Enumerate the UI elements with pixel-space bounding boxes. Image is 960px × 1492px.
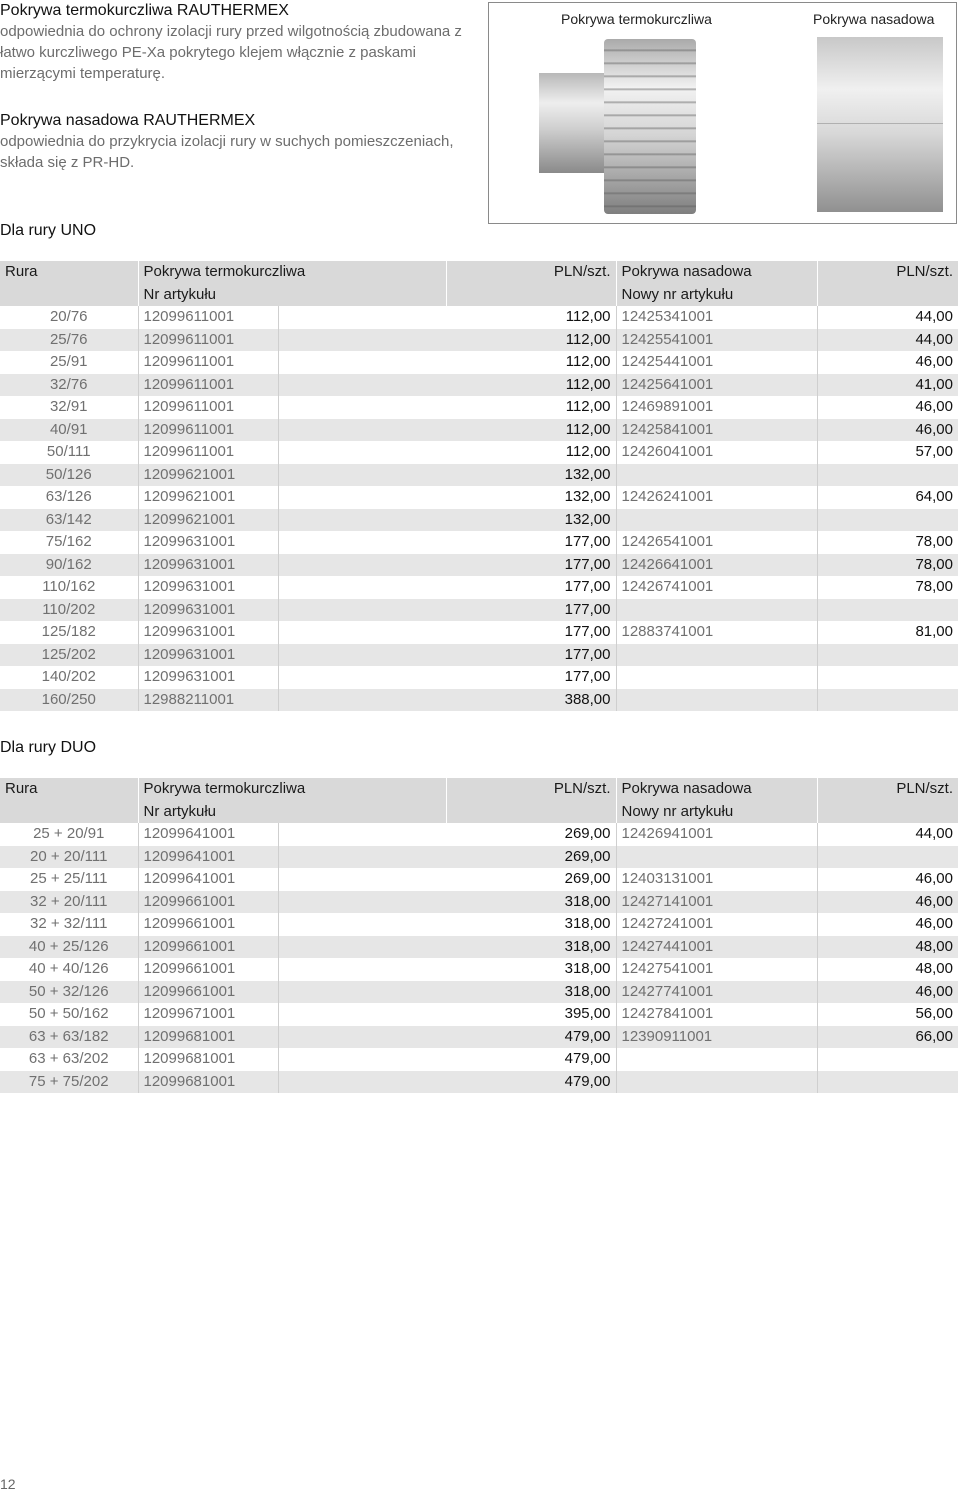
- shrink-article-cell: 12099621001: [138, 464, 278, 487]
- pipe-size-cell: 50/126: [0, 464, 138, 487]
- cap-description: odpowiednia do przykrycia izolacji rury w suchych pomieszczeniach, składa się z PR-HD.: [0, 133, 454, 171]
- header-cap: Pokrywa nasadowa: [616, 261, 817, 284]
- table-row: [0, 374, 958, 397]
- pipe-size-cell: 75 + 75/202: [0, 1071, 138, 1094]
- cap-price-cell: [817, 689, 958, 712]
- cap-article-cell: 12390911001: [616, 1026, 817, 1049]
- shrink-price-cell: 112,00: [278, 306, 616, 329]
- cap-price-cell: 78,00: [817, 531, 958, 554]
- cap-article-cell: 12427141001: [616, 891, 817, 914]
- header-cap: Pokrywa nasadowa: [616, 778, 817, 801]
- shrink-price-cell: 112,00: [278, 419, 616, 442]
- shrink-article-cell: 12099631001: [138, 644, 278, 667]
- uno-section-title: Dla rury UNO: [0, 222, 97, 239]
- table-row: [0, 419, 958, 442]
- page-number: 12: [0, 1476, 16, 1492]
- table-row: [0, 1071, 958, 1094]
- pipe-size-cell: 75/162: [0, 531, 138, 554]
- shrink-price-cell: 112,00: [278, 396, 616, 419]
- pipe-size-cell: 63/126: [0, 486, 138, 509]
- cap-article-cell: [616, 644, 817, 667]
- cap-article-cell: 12427741001: [616, 981, 817, 1004]
- cap-article-cell: 12469891001: [616, 396, 817, 419]
- pipe-size-cell: 25 + 20/91: [0, 823, 138, 846]
- cap-article-cell: [616, 599, 817, 622]
- cap-price-cell: 46,00: [817, 396, 958, 419]
- shrink-article-cell: 12099611001: [138, 441, 278, 464]
- subheader-empty: [817, 284, 958, 307]
- cap-price-cell: 66,00: [817, 1026, 958, 1049]
- shrink-price-cell: 479,00: [278, 1048, 616, 1071]
- cap-article-cell: 12425541001: [616, 329, 817, 352]
- cap-price-cell: [817, 846, 958, 869]
- cap-price-cell: [817, 464, 958, 487]
- cap-price-cell: [817, 666, 958, 689]
- table-row: [0, 554, 958, 577]
- pipe-size-cell: 125/182: [0, 621, 138, 644]
- table-row: [0, 599, 958, 622]
- pipe-size-cell: 20 + 20/111: [0, 846, 138, 869]
- pipe-size-cell: 25 + 25/111: [0, 868, 138, 891]
- cap-price-cell: 46,00: [817, 868, 958, 891]
- pipe-size-cell: 50 + 50/162: [0, 1003, 138, 1026]
- pipe-size-cell: 40/91: [0, 419, 138, 442]
- shrink-article-cell: 12099641001: [138, 846, 278, 869]
- cap-article-cell: 12425341001: [616, 306, 817, 329]
- cap-price-cell: 46,00: [817, 913, 958, 936]
- table-row: [0, 531, 958, 554]
- cap-article-cell: 12425441001: [616, 351, 817, 374]
- cap-price-cell: 46,00: [817, 891, 958, 914]
- cap-article-cell: [616, 689, 817, 712]
- shrink-price-cell: 177,00: [278, 554, 616, 577]
- subheader-empty: [0, 284, 138, 307]
- shrink-price-cell: 318,00: [278, 981, 616, 1004]
- pipe-size-cell: 160/250: [0, 689, 138, 712]
- shrink-price-cell: 479,00: [278, 1026, 616, 1049]
- pipe-size-cell: 32 + 20/111: [0, 891, 138, 914]
- cap-article-cell: 12427441001: [616, 936, 817, 959]
- pipe-size-cell: 110/162: [0, 576, 138, 599]
- shrink-price-cell: 112,00: [278, 329, 616, 352]
- pipe-size-cell: 40 + 40/126: [0, 958, 138, 981]
- subheader-empty: [446, 801, 616, 824]
- shrink-article-cell: 12099631001: [138, 599, 278, 622]
- table-row: [0, 666, 958, 689]
- table-row: [0, 689, 958, 712]
- shrink-price-cell: 177,00: [278, 644, 616, 667]
- cap-article-cell: 12403131001: [616, 868, 817, 891]
- header-price: PLN/szt.: [446, 778, 616, 801]
- heat-shrink-ribbed-image: [604, 39, 696, 214]
- shrink-article-cell: 12099611001: [138, 374, 278, 397]
- cap-price-cell: 46,00: [817, 351, 958, 374]
- shrink-price-cell: 177,00: [278, 621, 616, 644]
- shrink-article-cell: 12099681001: [138, 1071, 278, 1094]
- header-heat-shrink: Pokrywa termokurczliwa: [138, 778, 446, 801]
- pipe-size-cell: 32/91: [0, 396, 138, 419]
- cap-price-cell: 78,00: [817, 554, 958, 577]
- shrink-price-cell: 395,00: [278, 1003, 616, 1026]
- cap-article-cell: 12426741001: [616, 576, 817, 599]
- shrink-article-cell: 12099661001: [138, 913, 278, 936]
- pipe-size-cell: 63 + 63/182: [0, 1026, 138, 1049]
- duo-section-title: Dla rury DUO: [0, 739, 97, 756]
- cap-price-cell: [817, 644, 958, 667]
- uno-table-body: [0, 306, 958, 711]
- cap-price-cell: 57,00: [817, 441, 958, 464]
- pipe-size-cell: 50/111: [0, 441, 138, 464]
- pipe-size-cell: 20/76: [0, 306, 138, 329]
- table-row: [0, 823, 958, 846]
- table-row: [0, 868, 958, 891]
- shrink-article-cell: 12099681001: [138, 1048, 278, 1071]
- shrink-price-cell: 177,00: [278, 666, 616, 689]
- subheader-article-no: Nr artykułu: [138, 801, 446, 824]
- pipe-size-cell: 25/91: [0, 351, 138, 374]
- table-row: [0, 396, 958, 419]
- pipe-size-cell: 140/202: [0, 666, 138, 689]
- cap-article-cell: 12427541001: [616, 958, 817, 981]
- cap-price-cell: 41,00: [817, 374, 958, 397]
- table-row: [0, 306, 958, 329]
- table-subheader-row: [0, 284, 958, 307]
- table-row: [0, 576, 958, 599]
- cap-price-cell: 78,00: [817, 576, 958, 599]
- shrink-article-cell: 12099631001: [138, 621, 278, 644]
- cap-price-cell: [817, 509, 958, 532]
- cap-price-cell: 48,00: [817, 958, 958, 981]
- cap-price-cell: 81,00: [817, 621, 958, 644]
- shrink-article-cell: 12099631001: [138, 666, 278, 689]
- shrink-article-cell: 12099641001: [138, 823, 278, 846]
- figure-label-heat-shrink: Pokrywa termokurczliwa: [561, 11, 712, 27]
- shrink-article-cell: 12099611001: [138, 419, 278, 442]
- table-subheader-row: [0, 801, 958, 824]
- product-illustration: [488, 2, 957, 224]
- shrink-price-cell: 479,00: [278, 1071, 616, 1094]
- cap-seam-line: [817, 123, 943, 124]
- uno-price-table: [0, 261, 958, 711]
- cap-price-cell: [817, 1071, 958, 1094]
- cap-article-cell: [616, 1071, 817, 1094]
- table-row: [0, 464, 958, 487]
- table-header-row: [0, 261, 958, 284]
- subheader-empty: [817, 801, 958, 824]
- table-row: [0, 509, 958, 532]
- shrink-price-cell: 318,00: [278, 936, 616, 959]
- cap-article-cell: 12426041001: [616, 441, 817, 464]
- shrink-article-cell: 12099661001: [138, 891, 278, 914]
- header-heat-shrink: Pokrywa termokurczliwa: [138, 261, 446, 284]
- cap-article-cell: [616, 846, 817, 869]
- shrink-price-cell: 269,00: [278, 868, 616, 891]
- shrink-price-cell: 269,00: [278, 846, 616, 869]
- header-price: PLN/szt.: [817, 778, 958, 801]
- shrink-article-cell: 12099611001: [138, 396, 278, 419]
- cap-article-cell: 12425641001: [616, 374, 817, 397]
- heat-shrink-title: Pokrywa termokurczliwa RAUTHERMEX: [0, 2, 289, 19]
- intro-cap: [0, 110, 470, 173]
- heat-shrink-description: odpowiednia do ochrony izolacji rury przed wilgotnością zbudowana z łatwo kurczliwego PE-Xa pokrytego klejem włącznie z paskami mierzącymi temperaturę.: [0, 23, 462, 82]
- pipe-size-cell: 110/202: [0, 599, 138, 622]
- cap-price-cell: [817, 599, 958, 622]
- shrink-article-cell: 12099631001: [138, 554, 278, 577]
- cap-price-cell: 44,00: [817, 306, 958, 329]
- table-row: [0, 621, 958, 644]
- shrink-price-cell: 269,00: [278, 823, 616, 846]
- pipe-size-cell: 32/76: [0, 374, 138, 397]
- cap-article-cell: [616, 464, 817, 487]
- shrink-article-cell: 12099621001: [138, 486, 278, 509]
- cap-price-cell: 46,00: [817, 419, 958, 442]
- shrink-price-cell: 177,00: [278, 576, 616, 599]
- shrink-price-cell: 132,00: [278, 509, 616, 532]
- shrink-price-cell: 318,00: [278, 891, 616, 914]
- cap-price-cell: 56,00: [817, 1003, 958, 1026]
- cap-article-cell: [616, 509, 817, 532]
- cap-article-cell: 12426641001: [616, 554, 817, 577]
- table-row: [0, 644, 958, 667]
- table-row: [0, 958, 958, 981]
- intro-heat-shrink: [0, 0, 470, 84]
- pipe-size-cell: 32 + 32/111: [0, 913, 138, 936]
- shrink-price-cell: 318,00: [278, 913, 616, 936]
- shrink-article-cell: 12099661001: [138, 958, 278, 981]
- cap-article-cell: 12426241001: [616, 486, 817, 509]
- shrink-price-cell: 132,00: [278, 464, 616, 487]
- shrink-price-cell: 112,00: [278, 351, 616, 374]
- cap-article-cell: 12883741001: [616, 621, 817, 644]
- table-row: [0, 1003, 958, 1026]
- table-row: [0, 846, 958, 869]
- shrink-price-cell: 132,00: [278, 486, 616, 509]
- shrink-article-cell: 12099661001: [138, 981, 278, 1004]
- cap-article-cell: 12427841001: [616, 1003, 817, 1026]
- duo-price-table: [0, 778, 958, 1093]
- shrink-price-cell: 112,00: [278, 441, 616, 464]
- shrink-price-cell: 177,00: [278, 531, 616, 554]
- duo-table-body: [0, 823, 958, 1093]
- shrink-article-cell: 12099641001: [138, 868, 278, 891]
- table-row: [0, 936, 958, 959]
- table-row: [0, 441, 958, 464]
- cap-article-cell: 12425841001: [616, 419, 817, 442]
- shrink-article-cell: 12099671001: [138, 1003, 278, 1026]
- cap-article-cell: [616, 666, 817, 689]
- cap-price-cell: [817, 1048, 958, 1071]
- subheader-article-no: Nr artykułu: [138, 284, 446, 307]
- subheader-empty: [0, 801, 138, 824]
- header-pipe: Rura: [0, 261, 138, 284]
- shrink-article-cell: 12099631001: [138, 531, 278, 554]
- pipe-size-cell: 125/202: [0, 644, 138, 667]
- pipe-size-cell: 63/142: [0, 509, 138, 532]
- table-row: [0, 1048, 958, 1071]
- cap-article-cell: 12427241001: [616, 913, 817, 936]
- cap-article-cell: 12426541001: [616, 531, 817, 554]
- table-row: [0, 329, 958, 352]
- pipe-size-cell: 50 + 32/126: [0, 981, 138, 1004]
- cap-title: Pokrywa nasadowa RAUTHERMEX: [0, 112, 256, 129]
- shrink-article-cell: 12099611001: [138, 351, 278, 374]
- cap-article-cell: 12426941001: [616, 823, 817, 846]
- table-row: [0, 891, 958, 914]
- shrink-price-cell: 177,00: [278, 599, 616, 622]
- shrink-article-cell: 12988211001: [138, 689, 278, 712]
- pipe-size-cell: 40 + 25/126: [0, 936, 138, 959]
- table-row: [0, 351, 958, 374]
- shrink-article-cell: 12099621001: [138, 509, 278, 532]
- header-price: PLN/szt.: [446, 261, 616, 284]
- subheader-new-article-no: Nowy nr artykułu: [616, 801, 817, 824]
- shrink-price-cell: 112,00: [278, 374, 616, 397]
- figure-label-cap: Pokrywa nasadowa: [813, 11, 935, 27]
- subheader-empty: [446, 284, 616, 307]
- shrink-article-cell: 12099631001: [138, 576, 278, 599]
- table-row: [0, 486, 958, 509]
- table-row: [0, 913, 958, 936]
- cap-price-cell: 44,00: [817, 329, 958, 352]
- subheader-new-article-no: Nowy nr artykułu: [616, 284, 817, 307]
- table-row: [0, 981, 958, 1004]
- shrink-article-cell: 12099661001: [138, 936, 278, 959]
- pipe-size-cell: 90/162: [0, 554, 138, 577]
- cap-price-cell: 44,00: [817, 823, 958, 846]
- pipe-size-cell: 63 + 63/202: [0, 1048, 138, 1071]
- cap-price-cell: 48,00: [817, 936, 958, 959]
- shrink-price-cell: 318,00: [278, 958, 616, 981]
- pipe-size-cell: 25/76: [0, 329, 138, 352]
- cap-article-cell: [616, 1048, 817, 1071]
- header-price: PLN/szt.: [817, 261, 958, 284]
- cap-price-cell: 64,00: [817, 486, 958, 509]
- table-row: [0, 1026, 958, 1049]
- table-header-row: [0, 778, 958, 801]
- cap-sleeve-image: [817, 37, 943, 212]
- shrink-article-cell: 12099681001: [138, 1026, 278, 1049]
- shrink-article-cell: 12099611001: [138, 329, 278, 352]
- cap-price-cell: 46,00: [817, 981, 958, 1004]
- shrink-article-cell: 12099611001: [138, 306, 278, 329]
- header-pipe: Rura: [0, 778, 138, 801]
- shrink-price-cell: 388,00: [278, 689, 616, 712]
